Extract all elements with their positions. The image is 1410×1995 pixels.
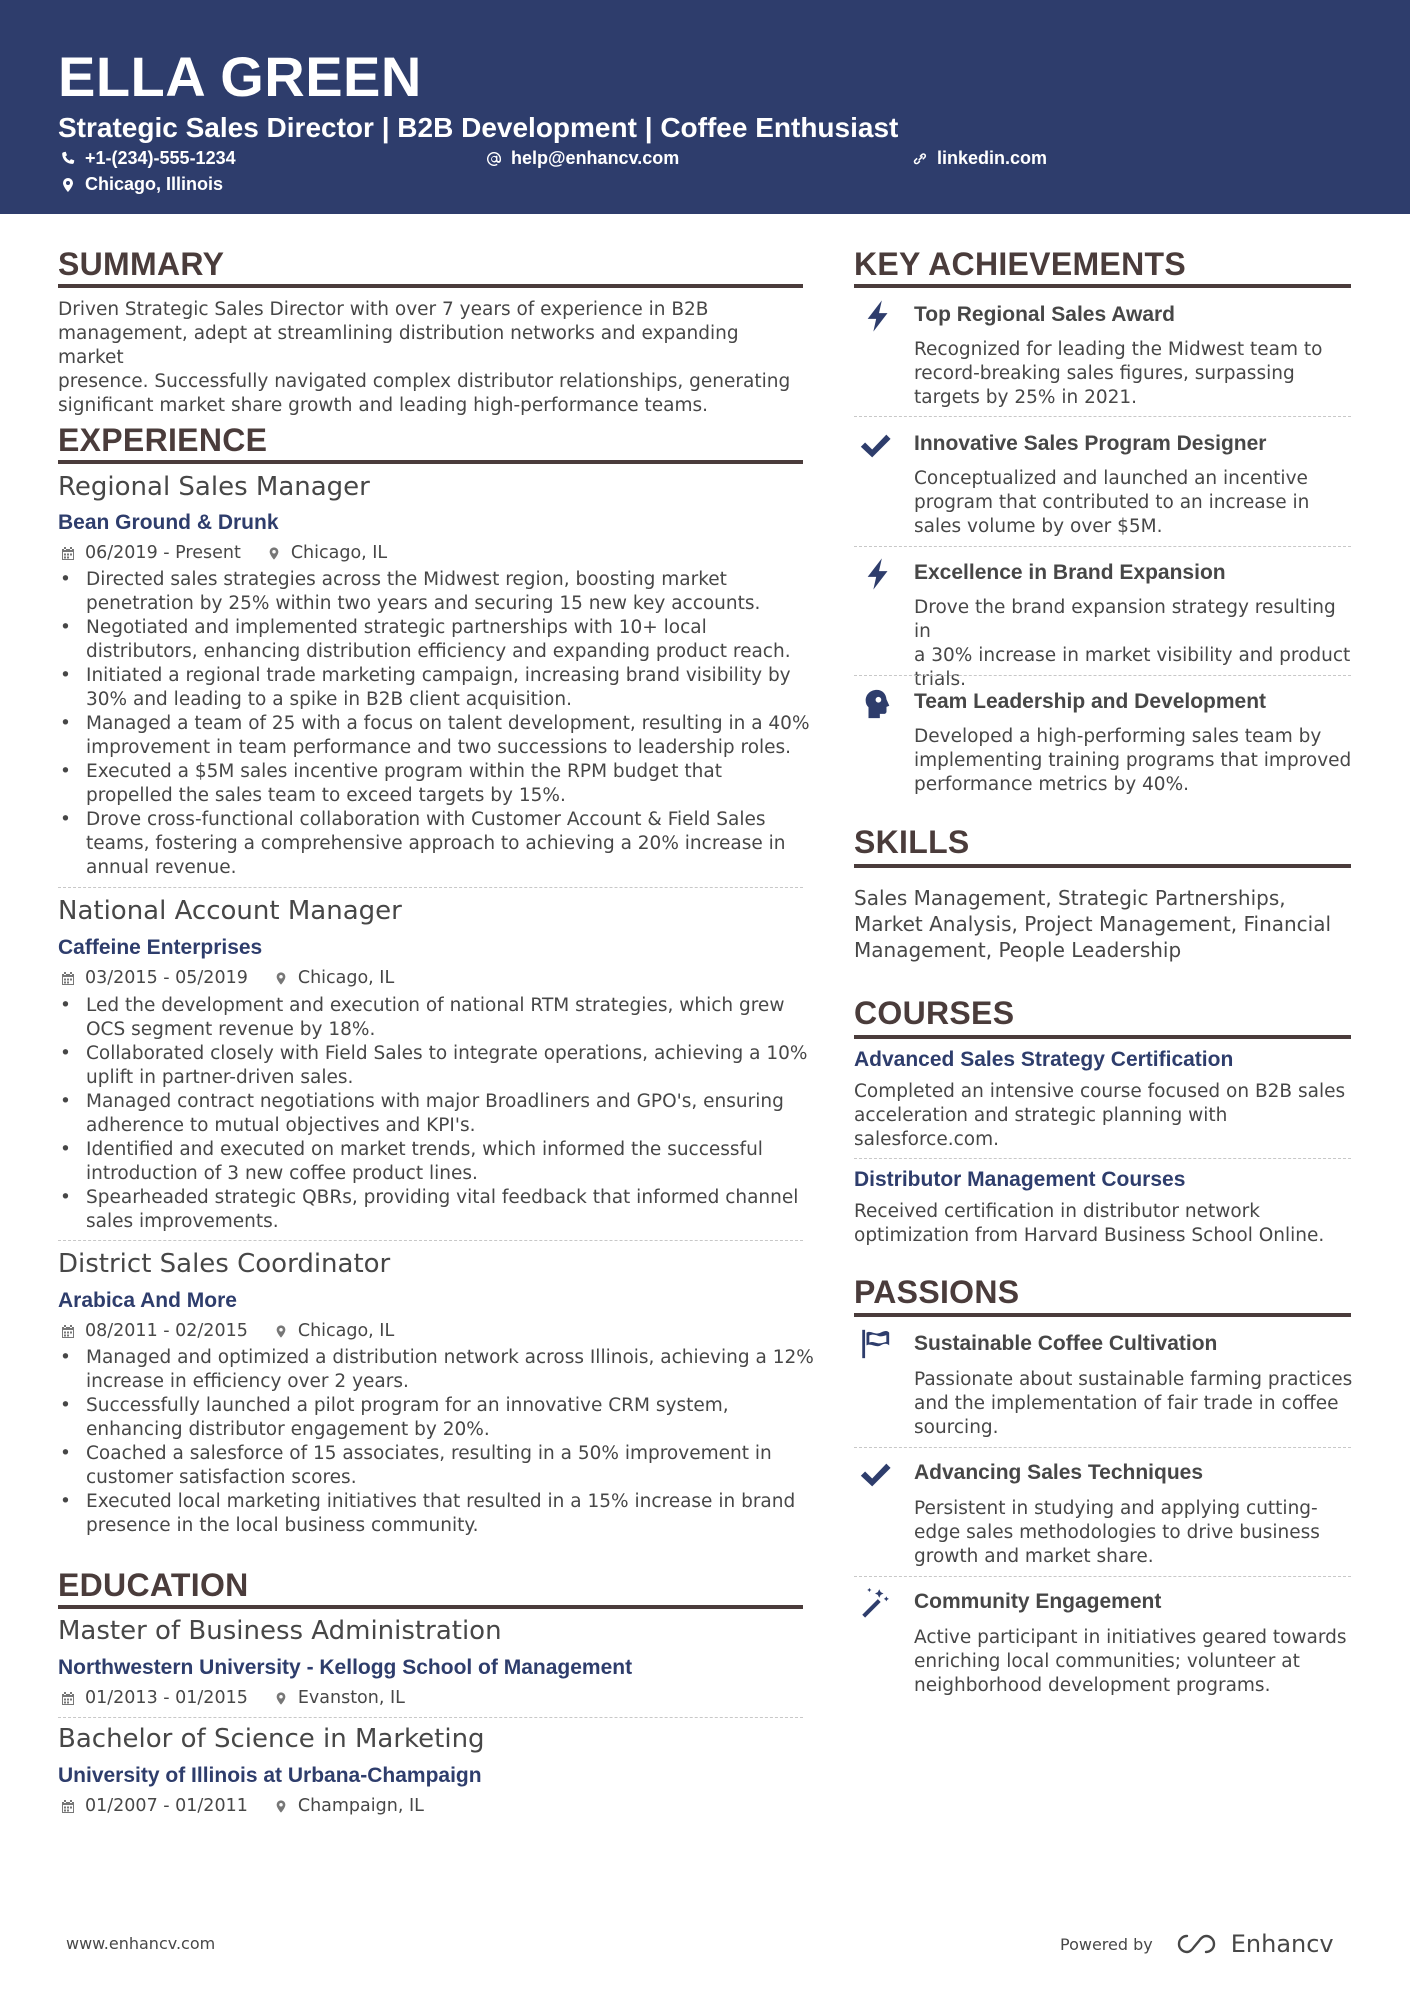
- summary-line: management, adept at streamlining distribution networks and expanding market: [58, 323, 739, 368]
- job-separator: [58, 887, 803, 888]
- education-meta: [61, 1796, 424, 1816]
- job-separator: [58, 1240, 803, 1241]
- job-meta: [61, 968, 394, 988]
- courses-divider: [854, 1035, 1351, 1039]
- company-name: Arabica And More: [58, 1289, 237, 1312]
- footer-branding: [1060, 1930, 1334, 1958]
- email-contact[interactable]: [486, 148, 679, 169]
- experience-heading: EXPERIENCE: [58, 422, 268, 458]
- skills-heading: SKILLS: [854, 824, 970, 860]
- education-divider: [58, 1605, 803, 1609]
- summary-heading: SUMMARY: [58, 246, 225, 282]
- achievement-description: Developed a high-performing sales team by implementing training programs that improved performance metrics by 40%.: [914, 726, 1352, 795]
- linkedin-url: linkedin.com: [937, 148, 1048, 168]
- job-title: Regional Sales Manager: [58, 472, 370, 502]
- job-dates: 03/2015 - 05/2019: [85, 968, 248, 988]
- candidate-name: ELLA GREEN: [58, 45, 422, 108]
- job-location: Chicago, IL: [290, 543, 388, 563]
- bullet-item: • Managed a team of 25 with a focus on talent development, resulting in a 40% improvement in team performance and two successions to leadership roles.: [58, 712, 818, 760]
- phone-icon: [60, 151, 76, 167]
- bullet-item: • Directed sales strategies across the Midwest region, boosting market penetration by 25% within two years and securing 15 new key accounts.: [58, 568, 818, 616]
- passions-divider: [854, 1313, 1351, 1317]
- course-description: Received certification in distributor network optimization from Harvard Business School Online.: [854, 1201, 1325, 1246]
- bullet-item: • Managed and optimized a distribution network across Illinois, achieving a 12% increase in efficiency over 2 years.: [58, 1346, 818, 1394]
- passion-title: Advancing Sales Techniques: [914, 1461, 1204, 1484]
- candidate-tagline: Strategic Sales Director | B2B Development | Coffee Enthusiast: [58, 112, 899, 143]
- job-location: Chicago, IL: [297, 1321, 395, 1341]
- bullet-item: • Collaborated closely with Field Sales to integrate operations, achieving a 10% uplift in partner-driven sales.: [58, 1042, 818, 1090]
- job-meta: [61, 543, 387, 563]
- phone-number: +1-(234)-555-1234: [85, 148, 236, 168]
- passion-description: Passionate about sustainable farming practices and the implementation of fair trade in coffee sourcing.: [914, 1369, 1353, 1438]
- flag-icon: [858, 1326, 892, 1362]
- job-location: Chicago, IL: [297, 968, 395, 988]
- calendar-icon: [61, 546, 75, 561]
- bullet-item: • Managed contract negotiations with major Broadliners and GPO's, ensuring adherence to mutual objectives and KPI's.: [58, 1090, 818, 1138]
- achievements-divider: [854, 284, 1351, 288]
- location-text: Chicago, Illinois: [85, 174, 224, 194]
- bullet-item: • Successfully launched a pilot program for an innovative CRM system, enhancing distributor engagement by 20%.: [58, 1394, 818, 1442]
- passion-title: Sustainable Coffee Cultivation: [914, 1332, 1218, 1355]
- calendar-icon: [61, 1691, 75, 1706]
- location-contact: [60, 174, 223, 195]
- head-icon: [860, 686, 894, 722]
- lightning-icon: [862, 556, 896, 592]
- bullet-item: • Spearheaded strategic QBRs, providing vital feedback that informed channel sales improvements.: [58, 1186, 818, 1234]
- email-address: help@enhancv.com: [511, 148, 680, 168]
- passion-separator: [854, 1447, 1351, 1448]
- achievement-separator: [854, 416, 1351, 417]
- company-name: Bean Ground & Drunk: [58, 511, 279, 534]
- degree-title: Master of Business Administration: [58, 1616, 502, 1646]
- achievement-description: Drove the brand expansion strategy resulting in a 30% increase in market visibility and product trials.: [914, 597, 1351, 690]
- summary-line: significant market share growth and leading high-performance teams.: [58, 395, 709, 416]
- enhancv-wordmark: Enhancv: [1230, 1930, 1334, 1958]
- job-meta: [61, 1321, 394, 1341]
- passion-description: Active participant in initiatives geared towards enriching local communities; volunteer at neighborhood development programs.: [914, 1627, 1347, 1696]
- bullet-item: • Drove cross-functional collaboration with Customer Account & Field Sales teams, fostering a comprehensive approach to achieving a 20% increase in annual revenue.: [58, 808, 818, 880]
- magic-wand-icon: [858, 1584, 892, 1620]
- experience-divider: [58, 460, 803, 464]
- company-name: Caffeine Enterprises: [58, 936, 263, 959]
- summary-line: Driven Strategic Sales Director with over 7 years of experience in B2B: [58, 299, 709, 320]
- checkmark-icon: [858, 428, 892, 464]
- enhancv-logo[interactable]: [1175, 1930, 1334, 1958]
- job-bullets: [58, 994, 818, 1234]
- link-icon: [912, 151, 928, 167]
- calendar-icon: [61, 1799, 75, 1814]
- achievement-title: Team Leadership and Development: [914, 690, 1267, 713]
- education-dates: 01/2013 - 01/2015: [85, 1688, 248, 1708]
- achievement-separator: [854, 546, 1351, 547]
- course-description: Completed an intensive course focused on B2B sales acceleration and strategic planning with salesforce.com.: [854, 1081, 1346, 1150]
- achievement-description: Recognized for leading the Midwest team to record-breaking sales figures, surpassing targets by 25% in 2021.: [914, 339, 1323, 408]
- education-location: Evanston, IL: [297, 1688, 405, 1708]
- job-bullets: [58, 568, 818, 880]
- footer-website[interactable]: www.enhancv.com: [66, 1934, 216, 1953]
- passion-separator: [854, 1576, 1351, 1577]
- achievement-title: Innovative Sales Program Designer: [914, 432, 1267, 455]
- location-pin-icon: [267, 546, 281, 561]
- education-separator: [58, 1717, 803, 1718]
- courses-heading: COURSES: [854, 995, 1015, 1031]
- job-title: National Account Manager: [58, 896, 402, 926]
- course-title: Distributor Management Courses: [854, 1168, 1186, 1191]
- job-dates: 08/2011 - 02/2015: [85, 1321, 248, 1341]
- location-pin-icon: [274, 971, 288, 986]
- summary-text: [58, 298, 803, 418]
- summary-line: presence. Successfully navigated complex distributor relationships, generating: [58, 371, 791, 392]
- resume-header: [0, 0, 1410, 214]
- passion-description: Persistent in studying and applying cutting- edge sales methodologies to drive business growth and market share.: [914, 1498, 1320, 1567]
- school-name: Northwestern University - Kellogg School of Management: [58, 1656, 633, 1679]
- bullet-item: • Coached a salesforce of 15 associates, resulting in a 50% improvement in customer satisfaction scores.: [58, 1442, 818, 1490]
- bullet-item: • Executed a $5M sales incentive program within the RPM budget that propelled the sales team to exceed targets by 15%.: [58, 760, 818, 808]
- education-heading: EDUCATION: [58, 1567, 249, 1603]
- phone-contact: [60, 148, 236, 169]
- location-pin-icon: [274, 1799, 288, 1814]
- calendar-icon: [61, 1324, 75, 1339]
- school-name: University of Illinois at Urbana-Champaign: [58, 1764, 482, 1787]
- location-pin-icon: [60, 177, 76, 193]
- job-dates: 06/2019 - Present: [85, 543, 241, 563]
- lightning-icon: [862, 298, 896, 334]
- achievement-description: Conceptualized and launched an incentive program that contributed to an increase in sales volume by over $5M.: [914, 468, 1310, 537]
- location-pin-icon: [274, 1691, 288, 1706]
- bullet-item: • Executed local marketing initiatives that resulted in a 15% increase in brand presence in the local business community.: [58, 1490, 818, 1538]
- bullet-item: • Led the development and execution of national RTM strategies, which grew OCS segment revenue by 18%.: [58, 994, 818, 1042]
- passion-title: Community Engagement: [914, 1590, 1162, 1613]
- location-pin-icon: [274, 1324, 288, 1339]
- bullet-item: • Negotiated and implemented strategic partnerships with 10+ local distributors, enhancing distribution efficiency and expanding product reach.: [58, 616, 818, 664]
- course-separator: [854, 1158, 1351, 1159]
- achievement-separator: [854, 675, 1351, 676]
- powered-by-label: Powered by: [1060, 1934, 1153, 1954]
- passions-heading: PASSIONS: [854, 1274, 1020, 1310]
- achievement-title: Excellence in Brand Expansion: [914, 561, 1226, 584]
- enhancv-logo-icon: [1175, 1932, 1223, 1956]
- job-bullets: [58, 1346, 818, 1538]
- summary-divider: [58, 284, 803, 288]
- at-sign-icon: [486, 151, 502, 167]
- checkmark-icon: [858, 1457, 892, 1493]
- calendar-icon: [61, 971, 75, 986]
- bullet-item: • Identified and executed on market trends, which informed the successful introduction of 3 new coffee product lines.: [58, 1138, 818, 1186]
- linkedin-contact[interactable]: [912, 148, 1047, 169]
- bullet-item: • Initiated a regional trade marketing campaign, increasing brand visibility by 30% and leading to a spike in B2B client acquisition.: [58, 664, 818, 712]
- skills-list: Sales Management, Strategic Partnerships, Market Analysis, Project Management, Financial Management, People Leadership: [854, 886, 1332, 962]
- job-title: District Sales Coordinator: [58, 1249, 391, 1279]
- course-title: Advanced Sales Strategy Certification: [854, 1048, 1234, 1071]
- education-location: Champaign, IL: [297, 1796, 424, 1816]
- education-dates: 01/2007 - 01/2011: [85, 1796, 248, 1816]
- achievements-heading: KEY ACHIEVEMENTS: [854, 246, 1186, 282]
- degree-title: Bachelor of Science in Marketing: [58, 1724, 485, 1754]
- achievement-title: Top Regional Sales Award: [914, 303, 1176, 326]
- education-meta: [61, 1688, 405, 1708]
- skills-divider: [854, 864, 1351, 868]
